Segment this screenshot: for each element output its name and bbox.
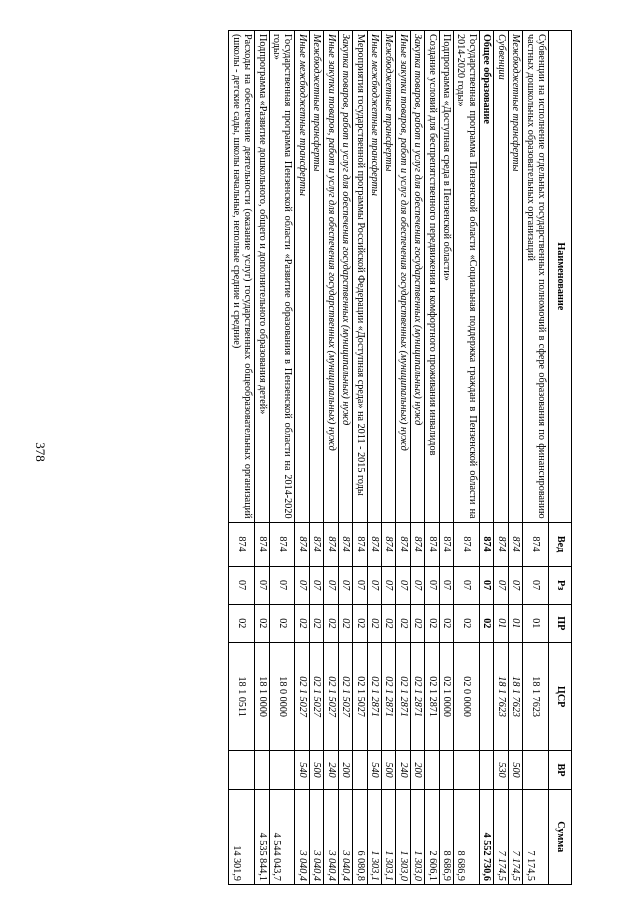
cell-csr: 02 1 2871 <box>381 642 395 751</box>
cell-ved: 874 <box>324 522 338 566</box>
cell-ved: 874 <box>410 522 424 566</box>
cell-rz: 07 <box>410 566 424 604</box>
cell-name: Иные межбюджетные трансферты <box>295 31 309 523</box>
cell-sum: 8 686,9 <box>454 789 480 884</box>
header-name: Наименование <box>549 31 572 523</box>
cell-sum: 14 301,9 <box>229 789 255 884</box>
header-pr: ПР <box>549 604 572 642</box>
cell-ved: 874 <box>367 522 381 566</box>
table-body <box>229 31 549 885</box>
header-rz: Рз <box>549 566 572 604</box>
cell-pr: 02 <box>425 604 439 642</box>
cell-vr: 500 <box>309 751 323 789</box>
cell-pr: 02 <box>309 604 323 642</box>
cell-pr: 02 <box>295 604 309 642</box>
table-row <box>338 31 352 885</box>
cell-ved: 874 <box>269 522 295 566</box>
cell-ved: 874 <box>295 522 309 566</box>
cell-rz: 07 <box>309 566 323 604</box>
cell-ved: 874 <box>439 522 453 566</box>
table-row <box>229 31 255 885</box>
cell-vr <box>229 751 255 789</box>
cell-ved: 874 <box>494 522 508 566</box>
table-row <box>309 31 323 885</box>
cell-sum: 1 303,0 <box>396 789 410 884</box>
cell-sum: 4 535 844,1 <box>255 789 269 884</box>
cell-vr <box>269 751 295 789</box>
cell-rz: 07 <box>425 566 439 604</box>
cell-rz: 07 <box>367 566 381 604</box>
cell-pr: 02 <box>367 604 381 642</box>
cell-name: Создание условий для беспрепятственного передвижения и комфортного проживания инвалидов <box>425 31 439 523</box>
table-row <box>396 31 410 885</box>
cell-vr <box>454 751 480 789</box>
cell-vr <box>479 751 493 789</box>
cell-sum: 1 303,1 <box>367 789 381 884</box>
cell-name: Государственная программа Пензенской области «Развитие образования в Пензенской области на 2014-2020 годы» <box>269 31 295 523</box>
table-row <box>269 31 295 885</box>
cell-name: Межбюджетные трансферты <box>508 31 522 523</box>
cell-ved: 874 <box>338 522 352 566</box>
cell-vr: 240 <box>396 751 410 789</box>
cell-sum: 3 040,4 <box>295 789 309 884</box>
table-row <box>454 31 480 885</box>
cell-vr: 200 <box>338 751 352 789</box>
cell-csr: 18 1 7623 <box>508 642 522 751</box>
cell-sum: 1 303,1 <box>381 789 395 884</box>
cell-sum: 7 174,5 <box>523 789 549 884</box>
cell-name: Субвенции <box>494 31 508 523</box>
table-row <box>425 31 439 885</box>
cell-rz: 07 <box>269 566 295 604</box>
cell-name: Иные закупки товаров, работ и услуг для обеспечения государственных (муниципальных) нужд <box>396 31 410 523</box>
cell-ved: 874 <box>396 522 410 566</box>
cell-csr: 02 1 5027 <box>338 642 352 751</box>
header-vr: ВР <box>549 751 572 789</box>
page-number: 378 <box>33 442 48 462</box>
cell-name: Межбюджетные трансферты <box>381 31 395 523</box>
cell-name: Расходы на обеспечение деятельности (оказание услуг) государственных общеобразовательных организаций (школы - детские сады, школы начальные, неполные средние и средние) <box>229 31 255 523</box>
table-row <box>255 31 269 885</box>
cell-rz: 07 <box>353 566 367 604</box>
cell-ved: 874 <box>523 522 549 566</box>
cell-vr: 240 <box>324 751 338 789</box>
cell-vr <box>523 751 549 789</box>
cell-csr: 02 1 0000 <box>439 642 453 751</box>
cell-name: Иные межбюджетные трансферты <box>367 31 381 523</box>
cell-rz: 07 <box>494 566 508 604</box>
cell-csr: 18 1 0000 <box>255 642 269 751</box>
cell-name: Закупка товаров, работ и услуг для обеспечения государственных (муниципальных) нужд <box>410 31 424 523</box>
cell-csr: 02 1 5027 <box>353 642 367 751</box>
cell-vr: 500 <box>508 751 522 789</box>
cell-pr: 02 <box>353 604 367 642</box>
cell-vr: 530 <box>494 751 508 789</box>
cell-name: Закупка товаров, работ и услуг для обеспечения государственных (муниципальных) нужд <box>338 31 352 523</box>
cell-sum: 7 174,5 <box>508 789 522 884</box>
cell-sum: 3 040,4 <box>324 789 338 884</box>
cell-sum: 3 040,4 <box>309 789 323 884</box>
table-row <box>353 31 367 885</box>
cell-pr: 01 <box>508 604 522 642</box>
cell-csr: 02 1 2871 <box>396 642 410 751</box>
cell-rz: 07 <box>454 566 480 604</box>
cell-sum: 2 606,1 <box>425 789 439 884</box>
cell-sum: 3 040,4 <box>338 789 352 884</box>
cell-csr: 02 1 2871 <box>425 642 439 751</box>
cell-csr: 02 0 0000 <box>454 642 480 751</box>
cell-csr: 18 0 0000 <box>269 642 295 751</box>
cell-rz: 07 <box>396 566 410 604</box>
cell-rz: 07 <box>523 566 549 604</box>
cell-vr <box>353 751 367 789</box>
cell-sum: 4 544 043,7 <box>269 789 295 884</box>
cell-name: Межбюджетные трансферты <box>309 31 323 523</box>
cell-pr: 02 <box>324 604 338 642</box>
cell-ved: 874 <box>229 522 255 566</box>
cell-rz: 07 <box>508 566 522 604</box>
rotated-page-area <box>72 30 572 885</box>
cell-sum: 1 303,0 <box>410 789 424 884</box>
cell-rz: 07 <box>479 566 493 604</box>
cell-rz: 07 <box>439 566 453 604</box>
cell-pr: 02 <box>255 604 269 642</box>
header-csr: ЦСР <box>549 642 572 751</box>
table-header-row <box>549 31 572 885</box>
cell-csr: 18 1 0511 <box>229 642 255 751</box>
cell-vr <box>425 751 439 789</box>
cell-csr: 02 1 5027 <box>295 642 309 751</box>
cell-sum: 7 174,5 <box>494 789 508 884</box>
cell-ved: 874 <box>381 522 395 566</box>
table-row <box>494 31 508 885</box>
cell-csr: 02 1 5027 <box>309 642 323 751</box>
cell-sum: 8 686,9 <box>439 789 453 884</box>
cell-rz: 07 <box>229 566 255 604</box>
cell-name: Подпрограмма «Доступная среда в Пензенской области» <box>439 31 453 523</box>
cell-pr: 02 <box>479 604 493 642</box>
budget-table <box>228 30 572 885</box>
cell-vr <box>439 751 453 789</box>
cell-vr: 540 <box>295 751 309 789</box>
cell-vr: 500 <box>381 751 395 789</box>
cell-pr: 02 <box>396 604 410 642</box>
cell-pr: 02 <box>439 604 453 642</box>
cell-pr: 02 <box>269 604 295 642</box>
cell-sum: 6 080,8 <box>353 789 367 884</box>
cell-csr: 18 1 7623 <box>494 642 508 751</box>
cell-csr: 02 1 2871 <box>410 642 424 751</box>
cell-csr: 02 1 5027 <box>324 642 338 751</box>
cell-rz: 07 <box>338 566 352 604</box>
table-row <box>324 31 338 885</box>
cell-pr: 02 <box>338 604 352 642</box>
cell-vr <box>255 751 269 789</box>
cell-ved: 874 <box>425 522 439 566</box>
cell-csr <box>479 642 493 751</box>
header-sum: Сумма <box>549 789 572 884</box>
cell-rz: 07 <box>324 566 338 604</box>
cell-pr: 02 <box>381 604 395 642</box>
cell-ved: 874 <box>353 522 367 566</box>
cell-name: Иные закупки товаров, работ и услуг для обеспечения государственных (муниципальных) нужд <box>324 31 338 523</box>
cell-name: Государственная программа Пензенской области «Социальная поддержка граждан в Пензенской области на 2014-2020 годы» <box>454 31 480 523</box>
cell-rz: 07 <box>255 566 269 604</box>
cell-vr: 200 <box>410 751 424 789</box>
table-row <box>508 31 522 885</box>
cell-rz: 07 <box>381 566 395 604</box>
table-row <box>367 31 381 885</box>
cell-name: Субвенции на исполнение отдельных государственных полномочий в сфере образования по финансированию частных дошкольных образовательных организаций <box>523 31 549 523</box>
cell-ved: 874 <box>255 522 269 566</box>
cell-ved: 874 <box>309 522 323 566</box>
table-row <box>295 31 309 885</box>
table-row <box>439 31 453 885</box>
cell-csr: 02 1 2871 <box>367 642 381 751</box>
cell-pr: 02 <box>454 604 480 642</box>
cell-pr: 02 <box>229 604 255 642</box>
table-row <box>381 31 395 885</box>
cell-ved: 874 <box>508 522 522 566</box>
cell-ved: 874 <box>454 522 480 566</box>
cell-ved: 874 <box>479 522 493 566</box>
cell-pr: 01 <box>494 604 508 642</box>
cell-name: Общее образование <box>479 31 493 523</box>
cell-pr: 02 <box>410 604 424 642</box>
table-row <box>479 31 493 885</box>
cell-name: Подпрограмма «Развитие дошкольного, общего и дополнительного образования детей» <box>255 31 269 523</box>
cell-pr: 01 <box>523 604 549 642</box>
header-ved: Вед <box>549 522 572 566</box>
cell-vr: 540 <box>367 751 381 789</box>
cell-sum: 4 552 730,6 <box>479 789 493 884</box>
cell-rz: 07 <box>295 566 309 604</box>
cell-name: Мероприятия государственной программы Российской Федерации «Доступная среда» на 2011 - 2015 годы <box>353 31 367 523</box>
rotated-table-container <box>72 30 572 885</box>
table-row <box>523 31 549 885</box>
cell-csr: 18 1 7623 <box>523 642 549 751</box>
table-row <box>410 31 424 885</box>
